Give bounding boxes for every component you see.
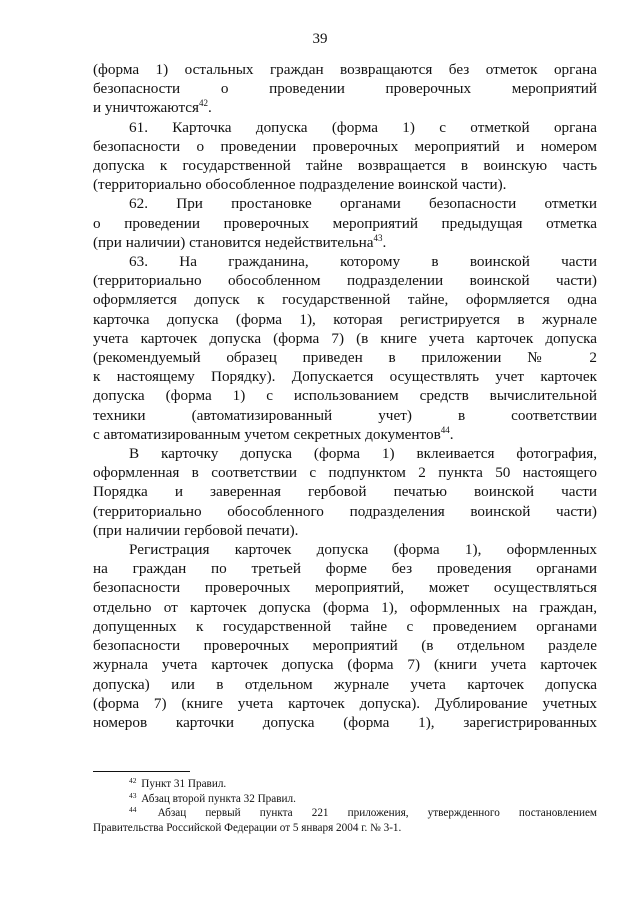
paragraph-line: допуска к государственной тайне возвращается в воинскую часть (93, 157, 597, 175)
footnote-ref-43[interactable]: 43 (373, 232, 383, 243)
paragraph-line: Порядка и заверенная гербовой печатью воинской части (93, 483, 597, 501)
paragraph-line: (при наличии гербовой печати). (93, 521, 299, 539)
paragraph-line: 61. Карточка допуска (форма 1) с отметкой органа (129, 118, 597, 136)
footnote-text: Пункт 31 Правил. (141, 778, 227, 790)
paragraph-line: к настоящему Порядку). Допускается осуществлять учет карточек (93, 368, 597, 386)
paragraph-line: безопасности проверочных мероприятий, может осуществляться (93, 579, 597, 597)
footnote-ref-42[interactable]: 42 (199, 98, 208, 109)
paragraph-line: отдельно от карточек допуска (форма 1), оформленных на граждан, (93, 598, 597, 616)
paragraph-line: техники (автоматизированный учет) в соответствии (93, 406, 597, 424)
footnote-43 (93, 792, 597, 807)
paragraph-line: о проведении проверочных мероприятий предыдущая отметка (93, 214, 597, 232)
paragraph-line-punct: . (382, 233, 387, 251)
paragraph-line-text: с автоматизированным учетом секретных документов (93, 425, 441, 443)
paragraph-line: (территориально обособленном подразделении воинской части) (93, 272, 597, 290)
footnote-text: Абзац первый пункта 221 приложения, утвержденного постановлением (157, 807, 598, 819)
paragraph-line: допуска) или в отдельном журнале учета карточек допуска (93, 675, 597, 693)
footnote-divider (93, 771, 190, 772)
footnote-text: Абзац второй пункта 32 Правил. (141, 792, 296, 805)
page-number: 39 (312, 31, 328, 47)
footnote-number: 42 (129, 776, 137, 785)
paragraph-line: допущенных к государственной тайне с проведением органами (93, 617, 597, 635)
paragraph-line: 62. При простановке органами безопасности отметки (129, 195, 597, 213)
paragraph-line: допуска (форма 1) с использованием средств вычислительной (93, 387, 597, 405)
paragraph-line: (форма 7) (книге учета карточек допуска). Дублирование учетных (93, 694, 597, 712)
footnote-number: 43 (129, 790, 137, 800)
paragraph-line: безопасности о проведении проверочных мероприятий и номером (93, 137, 597, 155)
paragraph-line-punct: . (208, 99, 212, 117)
paragraph-line: безопасности о проведении проверочных мероприятий (93, 80, 597, 98)
paragraph-line: учета карточек допуска (форма 7) (в книге учета карточек допуска (93, 329, 597, 347)
paragraph-line (93, 98, 597, 117)
footnote-number: 44 (129, 805, 137, 814)
paragraph-line: оформляется допуск к государственной тайне, оформляется одна (93, 291, 597, 309)
paragraph-line (93, 425, 597, 444)
body-text (93, 60, 597, 732)
footnote-42 (93, 777, 597, 792)
paragraph-line: на граждан по третьей форме без проведения органами (93, 560, 597, 578)
paragraph-line: безопасности проверочных мероприятий (в отдельном разделе (93, 637, 597, 655)
paragraph-line-punct: . (449, 425, 454, 443)
footnote-44-continuation: Правительства Российской Федерации от 5 января 2004 г. № 3-1. (93, 821, 402, 834)
paragraph-line: журнала учета карточек допуска (форма 7) (книги учета карточек (93, 656, 597, 674)
paragraph-line (93, 233, 597, 252)
footnote-ref-44[interactable]: 44 (440, 424, 450, 435)
paragraph-line: (форма 1) остальных граждан возвращаются без отметок органа (93, 61, 597, 78)
paragraph-line: В карточку допуска (форма 1) вклеивается фотография, (129, 445, 597, 463)
paragraph-line-text: (при наличии) становится недействительна (93, 233, 374, 251)
footnote-44 (93, 806, 597, 821)
paragraph-line: оформленная в соответствии с подпунктом 2 пункта 50 настоящего (93, 464, 597, 482)
footnotes (93, 777, 597, 835)
paragraph-line: карточка допуска (форма 1), которая регистрируется в журнале (93, 310, 597, 328)
paragraph-line: (территориально обособленного подразделения воинской части) (93, 502, 597, 520)
paragraph-line: номеров карточки допуска (форма 1), зарегистрированных (93, 713, 597, 731)
paragraph-line: (рекомендуемый образец приведен в приложении № 2 (93, 349, 597, 367)
paragraph-line: Регистрация карточек допуска (форма 1), оформленных (129, 541, 597, 559)
paragraph-line: 63. На гражданина, которому в воинской части (129, 253, 597, 271)
paragraph-line-text: и уничтожаются (93, 99, 199, 117)
paragraph-line: (территориально обособленное подразделение воинской части). (93, 176, 507, 194)
